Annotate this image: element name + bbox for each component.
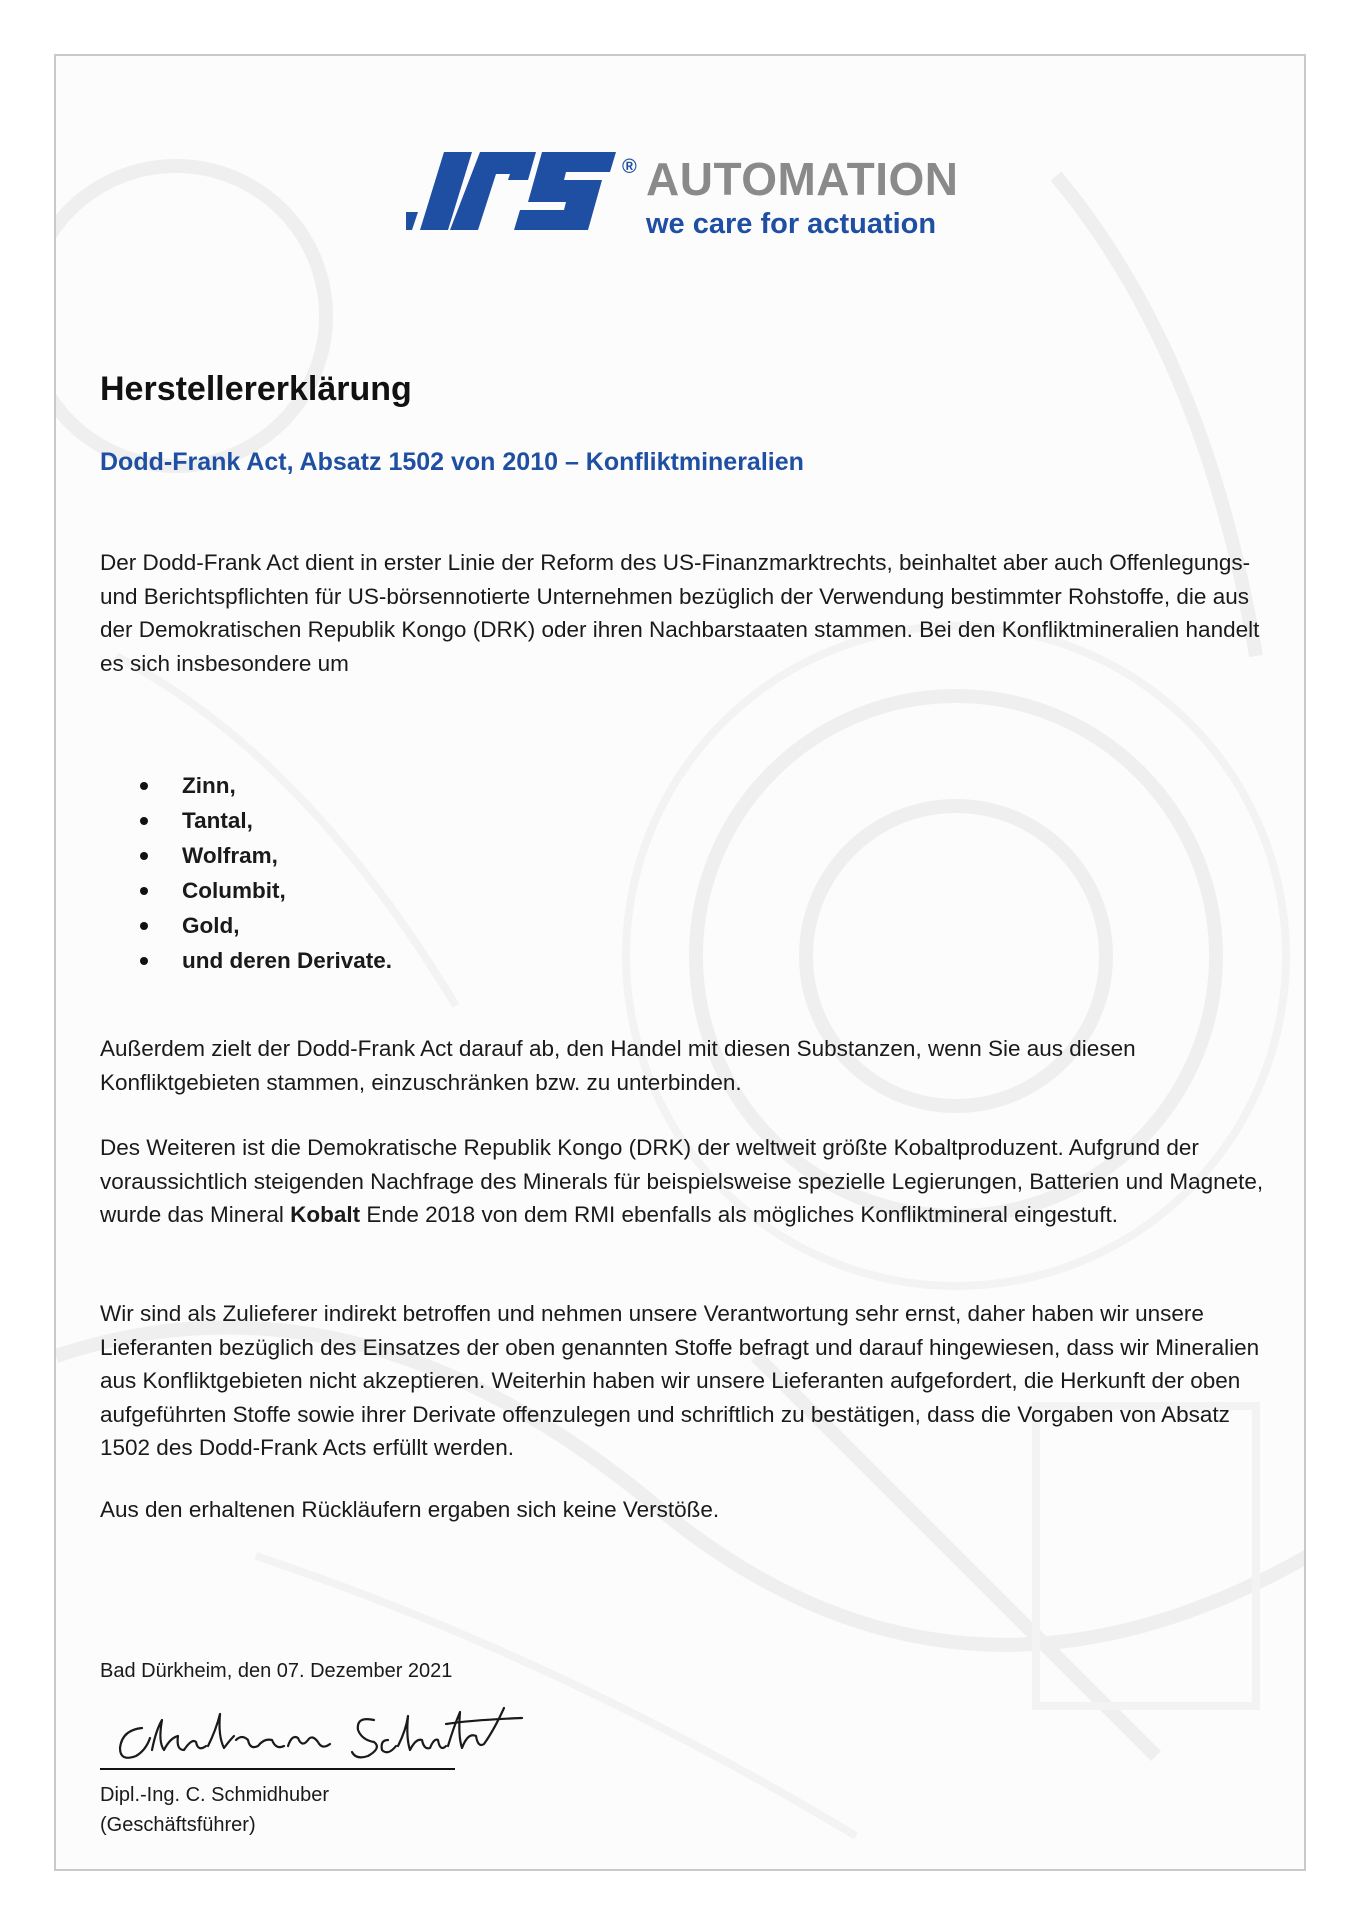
- signer-name: Dipl.-Ing. C. Schmidhuber: [100, 1784, 329, 1806]
- logo-slogan: we care for actuation: [646, 208, 937, 240]
- bullet-icon: [140, 817, 148, 825]
- list-item: [140, 908, 392, 943]
- minerals-list: [140, 768, 392, 978]
- registered-mark: ®: [622, 156, 637, 178]
- mineral-label: Gold,: [182, 913, 240, 938]
- cobalt-paragraph: [100, 1131, 1270, 1232]
- cobalt-text-before: Des Weiteren ist die Demokratische Republik Kongo (DRK) der weltweit größte Kobaltproduzent. Aufgrund der voraussichtlich steigenden Nachfrage des Minerals für beispielsweise spezielle Legierungen, Batterien und Magnete, wurde das Mineral: [100, 1135, 1264, 1227]
- handwritten-signature: [112, 1690, 532, 1770]
- bullet-icon: [140, 782, 148, 790]
- document-subtitle: Dodd-Frank Act, Absatz 1502 von 2010 – Konfliktmineralien: [100, 448, 804, 476]
- cobalt-text-after: Ende 2018 von dem RMI ebenfalls als mögliches Konfliktmineral eingestuft.: [360, 1202, 1118, 1227]
- company-logo: [406, 152, 1006, 262]
- intro-paragraph: Der Dodd-Frank Act dient in erster Linie der Reform des US-Finanzmarktrechts, beinhaltet aber auch Offenlegungs- und Berichtspflichten für US-börsennotierte Unternehmen bezüglich der Verwendung bestimmter Rohstoffe, die aus der Demokratischen Republik Kongo (DRK) oder ihren Nachbarstaaten stammen. Bei den Konfliktmineralien handelt es sich insbesondere um: [100, 550, 1260, 676]
- document-title: Herstellererklärung: [100, 370, 412, 408]
- bullet-icon: [140, 922, 148, 930]
- ps-logo-mark-icon: [406, 152, 621, 232]
- cobalt-bold: Kobalt: [290, 1202, 361, 1227]
- document-page: [54, 54, 1306, 1871]
- mineral-label: Zinn,: [182, 773, 236, 798]
- signature-line: [100, 1768, 455, 1770]
- list-item: [140, 943, 392, 978]
- place-and-date: Bad Dürkheim, den 07. Dezember 2021: [100, 1660, 453, 1682]
- mineral-label: Columbit,: [182, 878, 286, 903]
- list-item: [140, 803, 392, 838]
- mineral-label: Tantal,: [182, 808, 253, 833]
- bullet-icon: [140, 957, 148, 965]
- logo-title: AUTOMATION: [646, 153, 959, 205]
- bullet-icon: [140, 852, 148, 860]
- mineral-label: und deren Derivate.: [182, 948, 393, 973]
- mineral-label: Wolfram,: [182, 843, 278, 868]
- supplier-paragraph: Wir sind als Zulieferer indirekt betroffen und nehmen unsere Verantwortung sehr ernst, daher haben wir unsere Lieferanten bezüglich des Einsatzes der oben genannten Stoffe befragt und darauf hingewiesen, dass wir Mineralien aus Konfliktgebieten nicht akzeptieren. Weiterhin haben wir unsere Lieferanten aufgefordert, die Herkunft der oben aufgeführten Stoffe sowie ihrer Derivate offenzulegen und schriftlich zu bestätigen, dass die Vorgaben von Absatz 1502 des Dodd-Frank Acts erfüllt werden.: [100, 1301, 1260, 1460]
- list-item: [140, 768, 392, 803]
- signer-role: (Geschäftsführer): [100, 1814, 256, 1836]
- list-item: [140, 838, 392, 873]
- bullet-icon: [140, 887, 148, 895]
- trade-restriction-paragraph: Außerdem zielt der Dodd-Frank Act darauf ab, den Handel mit diesen Substanzen, wenn Sie aus diesen Konfliktgebieten stammen, einzuschränken bzw. zu unterbinden.: [100, 1036, 1136, 1095]
- list-item: [140, 873, 392, 908]
- result-paragraph: Aus den erhaltenen Rückläufern ergaben sich keine Verstöße.: [100, 1497, 720, 1522]
